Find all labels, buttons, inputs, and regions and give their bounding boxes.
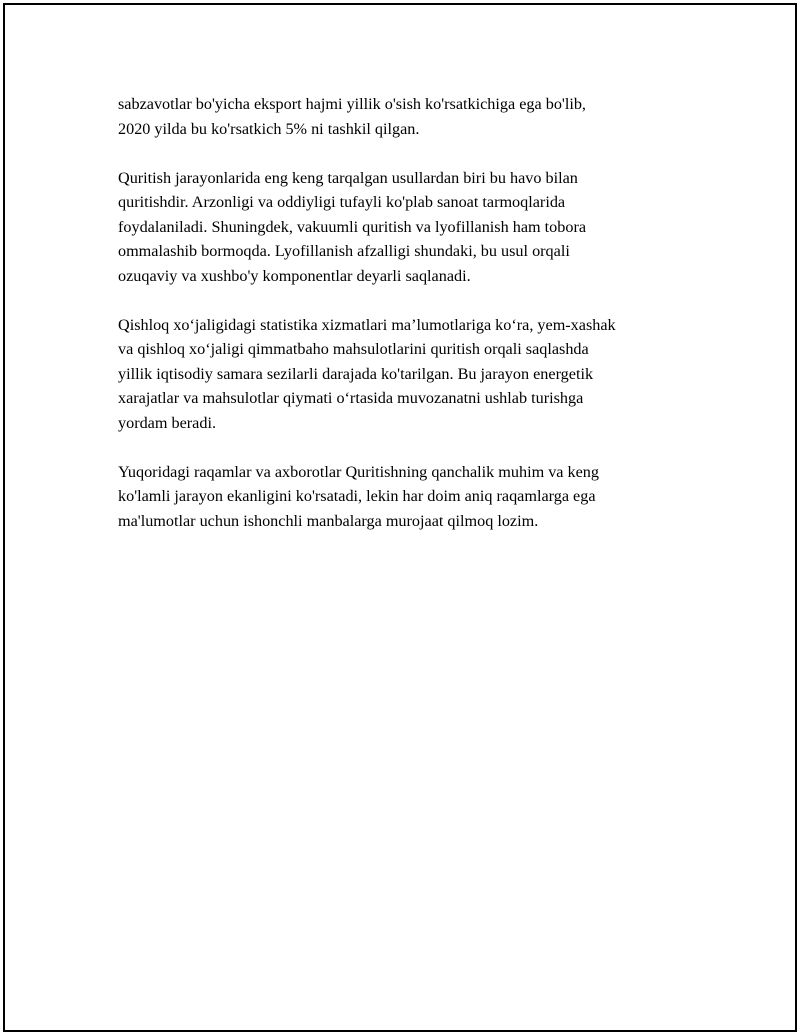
paragraph: sabzavotlar bo'yicha eksport hajmi yillik o'sish ko'rsatkichiga ega bo'lib, 2020 yilda bu ko'rsatkich 5% ni tashkil qilgan.: [118, 95, 586, 138]
document-body: [118, 92, 698, 558]
paragraph: Yuqoridagi raqamlar va axborotlar Quritishning qanchalik muhim va keng ko'lamli jarayon ekanligini ko'rsatadi, lekin har doim aniq raqamlarga ega ma'lumotlar uchun ishonchli manbalarga murojaat qilmoq lozim.: [118, 462, 599, 530]
paragraph: Qishloq xo‘jaligidagi statistika xizmatlari ma’lumotlariga ko‘ra, yem-xashak va qishloq xo‘jaligi qimmatbaho mahsulotlarini quritish orqali saqlashda yillik iqtisodiy samara sezilarli darajada ko'tarilgan. Bu jarayon energetik xarajatlar va mahsulotlar qiymati o‘rtasida muvozanatni ushlab turishga yordam beradi.: [118, 315, 616, 432]
paragraph: Quritish jarayonlarida eng keng tarqalgan usullardan biri bu havo bilan quritishdir. Arzonligi va oddiyligi tufayli ko'plab sanoat tarmoqlarida foydalaniladi. Shuningdek, vakuumli quritish va lyofillanish ham tobora ommalashib bormoqda. Lyofillanish afzalligi shundaki, bu usul orqali ozuqaviy va xushbo'y komponentlar deyarli saqlanadi.: [118, 168, 587, 285]
